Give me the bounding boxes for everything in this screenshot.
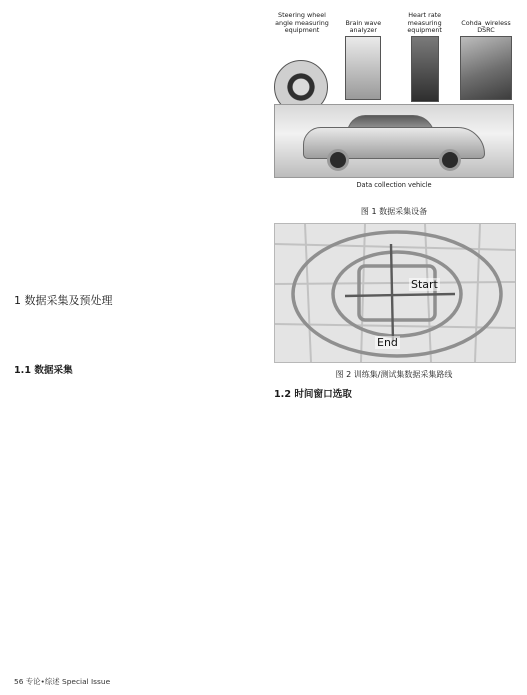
subsection-1-2-paragraph-1 xyxy=(274,403,514,513)
eeg-headset-photo-icon xyxy=(345,36,381,100)
figure-route-map xyxy=(274,223,516,363)
equipment-heart-rate xyxy=(397,10,453,102)
equipment-label: Steering wheel angle measuring equipment xyxy=(275,11,329,34)
subsection-heading-data-collection: 1.1 数据采集 xyxy=(14,365,73,376)
page-footer: 56 专论•综述 Special Issue xyxy=(14,677,111,686)
car-wheel-icon xyxy=(439,149,461,171)
figure-data-collection-equipment xyxy=(274,10,514,200)
right-column xyxy=(274,10,514,567)
intro-paragraph-2 xyxy=(14,124,254,234)
figure-2-caption: 图 2 训练集/测试集数据采集路线 xyxy=(335,370,453,379)
section-heading-data-collection: 1 数据采集及预处理 xyxy=(14,294,113,307)
vehicle-label: Data collection vehicle xyxy=(356,181,432,189)
left-column xyxy=(14,10,254,493)
equipment-label: Cohda_wireless DSRC xyxy=(461,18,511,34)
equipment-label: Brain wave analyzer xyxy=(345,18,382,34)
route-start-label: Start xyxy=(411,278,438,291)
figure-1-caption: 图 1 数据采集设备 xyxy=(360,207,428,216)
subsection-1-2-paragraph-2 xyxy=(274,517,514,563)
equipment-steering-wheel xyxy=(274,10,330,34)
equipment-brain-wave xyxy=(335,10,391,100)
section-1-paragraph xyxy=(14,312,254,358)
subsection-1-1-paragraph xyxy=(14,379,254,489)
heart-rate-device-photo-icon xyxy=(411,36,439,102)
subsection-heading-time-window: 1.2 时间窗口选取 xyxy=(274,389,352,400)
route-end-label: End xyxy=(377,336,398,349)
vehicle-photo xyxy=(274,104,514,178)
equipment-label: Heart rate measuring equipment xyxy=(407,11,442,34)
equipment-row xyxy=(274,10,514,102)
equipment-dsrc xyxy=(458,10,514,100)
car-wheel-icon xyxy=(327,149,349,171)
dsrc-unit-photo-icon xyxy=(460,36,512,100)
intro-paragraph-1 xyxy=(14,10,254,120)
intro-paragraph-3 xyxy=(14,238,254,284)
